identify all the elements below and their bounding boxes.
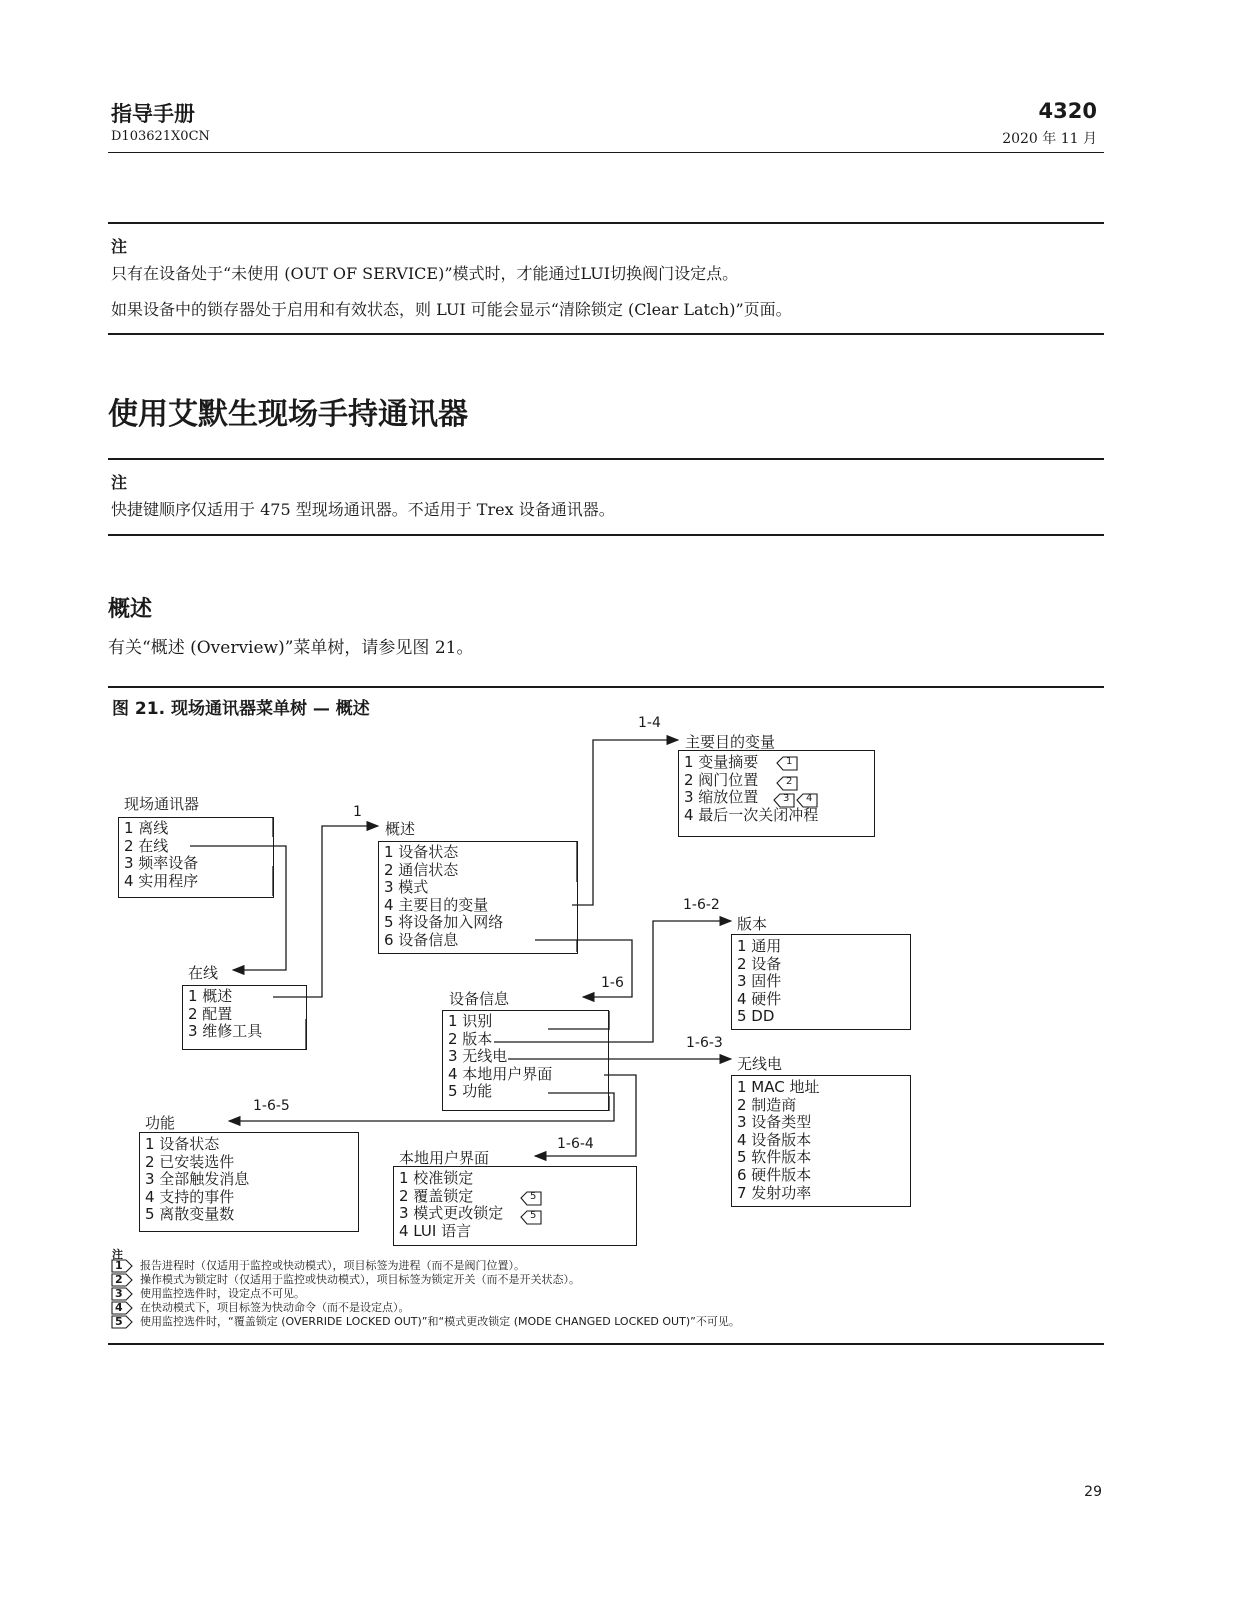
menu-item: 4 最后一次关闭冲程: [684, 805, 819, 824]
menu-item: 5 将设备加入网络: [384, 913, 504, 932]
menu-title-field-communicator: 现场通讯器: [124, 795, 200, 813]
menu-box-primary-variables: [678, 750, 875, 837]
menu-item: 4 本地用户界面: [448, 1064, 553, 1083]
menu-item: 1 识别: [448, 1012, 493, 1030]
path-label-1-6-2: 1-6-2: [683, 897, 720, 913]
path-label-1-6-5: 1-6-5: [253, 1098, 290, 1114]
menu-title-version: 版本: [737, 915, 768, 933]
menu-box-field-communicator: [118, 817, 274, 898]
menu-box-overview: [378, 841, 578, 954]
menu-item: 1 离线: [124, 819, 169, 837]
menu-item: 2 制造商: [737, 1095, 797, 1114]
path-label-1-6: 1-6: [601, 975, 624, 991]
menu-box-features: [139, 1132, 359, 1232]
path-label-1-6-4: 1-6-4: [557, 1136, 594, 1152]
menu-item: 5 软件版本: [737, 1148, 812, 1167]
publication-date: 2020 年 11 月: [1002, 131, 1097, 147]
menu-item: 5 离散变量数: [145, 1205, 235, 1224]
figure-note-5-num: 5: [115, 1315, 123, 1328]
menu-title-overview: 概述: [385, 820, 416, 838]
menu-item: 2 版本: [448, 1029, 493, 1048]
note1-line-1: 只有在设备处于“未使用 (OUT OF SERVICE)”模式时，才能通过LUI切换阀门设定点。: [111, 264, 739, 283]
path-label-1-4: 1-4: [638, 715, 661, 731]
menu-item: 1 通用: [737, 937, 782, 955]
menu-title-radio: 无线电: [737, 1055, 783, 1073]
menu-item: 4 硬件: [737, 989, 782, 1008]
note1-heading: 注: [111, 237, 128, 256]
overview-heading: 概述: [108, 597, 153, 622]
menu-title-online: 在线: [188, 964, 219, 982]
menu-item: 1 设备状态: [384, 843, 459, 861]
menu-item: 2 设备: [737, 954, 782, 973]
path-label-1: 1: [353, 804, 362, 820]
menu-item: 2 通信状态: [384, 860, 459, 879]
menu-item: 3 维修工具: [188, 1022, 263, 1041]
menu-item: 2 配置: [188, 1004, 233, 1023]
menu-item: 1 概述: [188, 987, 233, 1005]
menu-item: 2 已安装选件: [145, 1152, 235, 1171]
marker-4: 4: [806, 793, 813, 804]
figure-note-2-text: 操作模式为锁定时（仅适用于监控或快动模式），项目标签为锁定开关（而不是开关状态）。: [140, 1273, 580, 1286]
menu-item: 4 支持的事件: [145, 1187, 235, 1206]
page-number: 29: [1084, 1484, 1102, 1500]
menu-item: 3 缩放位置: [684, 788, 759, 807]
menu-item: 3 固件: [737, 972, 782, 991]
menu-item: 3 全部触发消息: [145, 1170, 250, 1189]
menu-item: 3 频率设备: [124, 854, 199, 873]
menu-title-primary-variables: 主要目的变量: [685, 733, 776, 751]
menu-title-features: 功能: [145, 1114, 176, 1132]
figure-note-4-num: 4: [115, 1301, 123, 1314]
menu-item: 2 阀门位置: [684, 770, 759, 789]
marker-5a: 5: [530, 1191, 537, 1202]
figure-note-2-num: 2: [115, 1273, 123, 1286]
marker-2: 2: [786, 776, 793, 787]
note1-line-2: 如果设备中的锁存器处于启用和有效状态，则 LUI 可能会显示“清除锁定 (Clear Latch)”页面。: [111, 300, 792, 319]
figure-note-1-text: 报告进程时（仅适用于监控或快动模式），项目标签为进程（而不是阀门位置）。: [140, 1259, 525, 1272]
figure-note-5: [112, 1316, 740, 1328]
menu-item: 3 设备类型: [737, 1113, 812, 1132]
figure-note-3-num: 3: [115, 1287, 123, 1300]
section-title: 使用艾默生现场手持通讯器: [108, 397, 468, 432]
menu-item: 3 模式更改锁定: [399, 1204, 504, 1223]
menu-box-version: [731, 934, 911, 1030]
note2-line: 快捷键顺序仅适用于 475 型现场通讯器。不适用于 Trex 设备通讯器。: [111, 500, 615, 519]
menu-item: 4 实用程序: [124, 871, 199, 890]
figure-note-4-text: 在快动模式下，项目标签为快动命令（而不是设定点）。: [140, 1301, 410, 1314]
manual-title: 指导手册: [111, 102, 195, 126]
menu-item: 7 发射功率: [737, 1183, 812, 1202]
menu-item: 3 无线电: [448, 1047, 508, 1066]
menu-item: 2 覆盖锁定: [399, 1186, 474, 1205]
menu-item: 1 MAC 地址: [737, 1078, 820, 1096]
figure-caption: 图 21. 现场通讯器菜单树 — 概述: [112, 699, 370, 719]
document-id: D103621X0CN: [111, 129, 210, 144]
menu-title-local-ui: 本地用户界面: [399, 1149, 490, 1167]
menu-box-radio: [731, 1075, 911, 1207]
menu-item: 4 设备版本: [737, 1130, 812, 1149]
figure-note-3-text: 使用监控选件时，设定点不可见。: [140, 1287, 305, 1300]
menu-box-online: [182, 985, 307, 1050]
figure-bottom-rule: [108, 1343, 1104, 1345]
menu-item: 4 主要目的变量: [384, 895, 489, 914]
figure-note-1: [112, 1260, 525, 1272]
menu-item: 4 LUI 语言: [399, 1221, 472, 1240]
overview-text: 有关“概述 (Overview)”菜单树，请参见图 21。: [108, 638, 474, 658]
menu-item: 6 设备信息: [384, 930, 459, 949]
figure-note-3: [112, 1288, 305, 1300]
menu-item: 6 硬件版本: [737, 1165, 812, 1184]
model-number: 4320: [1038, 99, 1097, 123]
menu-item: 5 DD: [737, 1007, 775, 1026]
note2-heading: 注: [111, 473, 128, 492]
figure-note-4: [112, 1302, 410, 1314]
path-label-1-6-3: 1-6-3: [686, 1035, 723, 1051]
marker-3: 3: [783, 793, 790, 804]
menu-item: 5 功能: [448, 1082, 493, 1101]
menu-title-device-info: 设备信息: [449, 990, 510, 1008]
menu-item: 1 校准锁定: [399, 1169, 474, 1187]
figure-note-2: [112, 1274, 580, 1286]
menu-item: 3 模式: [384, 878, 429, 897]
figure-note-5-text: 使用监控选件时，“覆盖锁定 (OVERRIDE LOCKED OUT)”和“模式更改锁定 (MODE CHANGED LOCKED OUT)”不可见。: [140, 1315, 740, 1328]
menu-item: 1 设备状态: [145, 1135, 220, 1153]
menu-item: 1 变量摘要: [684, 753, 759, 771]
figure-notes-heading: 注: [112, 1248, 123, 1261]
menu-box-device-info: [442, 1010, 609, 1111]
marker-1: 1: [786, 756, 793, 767]
figure-note-1-num: 1: [115, 1259, 123, 1272]
menu-box-local-ui: [393, 1166, 637, 1246]
marker-5b: 5: [530, 1210, 537, 1221]
menu-item: 2 在线: [124, 836, 169, 855]
